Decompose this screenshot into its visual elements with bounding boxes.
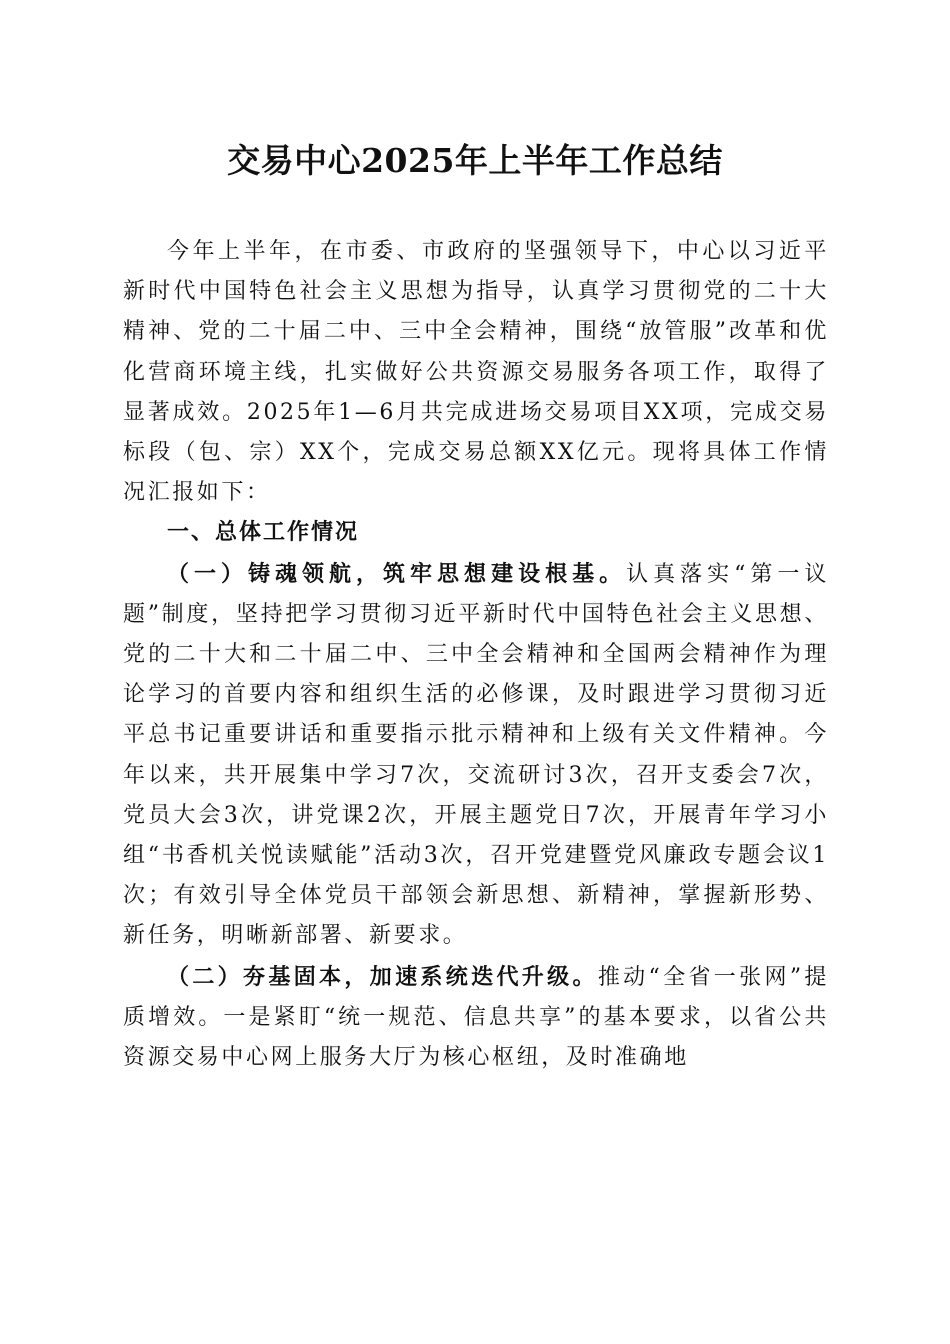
section-heading-overall: 一、总体工作情况 — [167, 520, 360, 546]
intro-paragraph: 今年上半年，在市委、市政府的坚强领导下，中心以习近平新时代中国特色社会主义思想为指导，认真学习贯彻党的二十大精神、党的二十届二中、三中全会精神，围绕“放管服”改革和优化营商环境主线，扎实做好公共资源交易服务各项工作，取得了显著成效。2025年1—6月共完成进场交易项目XX项，完成交易标段（包、宗）XX个，完成交易总额XX亿元。现将具体工作情况汇报如下： — [123, 239, 829, 506]
subsection-text-2: 推动“全省一张网”提质增效。一是紧盯“统一规范、信息共享”的基本要求，以省公共资源交易中心网上服务大厅为核心枢纽，及时准确地 — [123, 964, 830, 1071]
document-body — [123, 232, 829, 1078]
subsection-paragraph-2 — [123, 957, 829, 1079]
subsection-text-1: 认真落实“第一议题”制度，坚持把学习贯彻习近平新时代中国特色社会主义思想、党的二十大和二十届二中、三中全会精神和全国两会精神作为理论学习的首要内容和组织生活的必修课，及时跟进学习贯彻习近平总书记重要讲话和重要指示批示精神和上级有关文件精神。今年以来，共开展集中学习7次，交流研讨3次，召开支委会7次，党员大会3次，讲党课2次，开展主题党日7次，开展青年学习小组“书香机关悦读赋能”活动3次，召开党建暨党风廉政专题会议1次；有效引导全体党员干部领会新思想、新精神，掌握新形势、新任务，明晰新部署、新要求。 — [123, 561, 829, 949]
document-title: 交易中心2025年上半年工作总结 — [227, 141, 723, 180]
subsection-lead-1: （一）铸魂领航，筑牢思想建设根基。 — [167, 560, 627, 587]
subsection-paragraph-1 — [123, 554, 829, 957]
subsection-lead-2: （二）夯基固本，加速系统迭代升级。 — [167, 963, 598, 990]
